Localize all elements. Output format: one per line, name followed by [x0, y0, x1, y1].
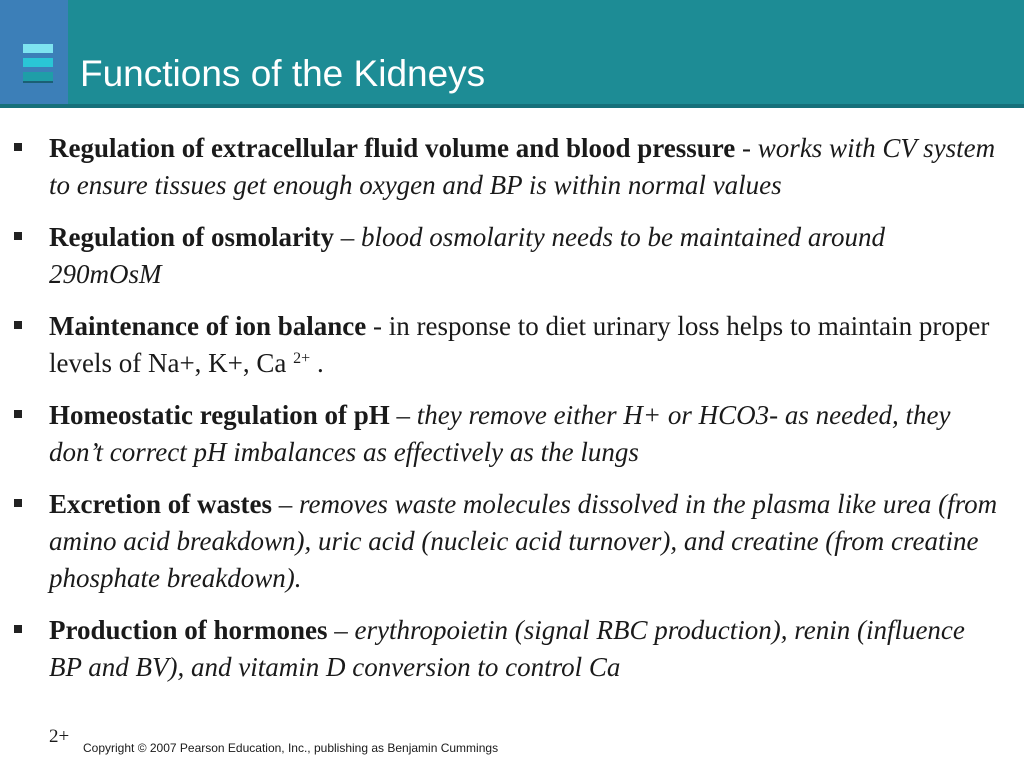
bullet-ph-regulation [0, 397, 999, 471]
header-divider [0, 104, 1024, 108]
bullet-heading: Regulation of extracellular fluid volume and blood pressure [49, 133, 736, 163]
logo-bar [23, 44, 53, 53]
bullet-marker-icon [14, 232, 22, 240]
bullet-heading: Excretion of wastes [49, 489, 272, 519]
bullet-heading: Production of hormones [49, 615, 328, 645]
bullet-heading: Homeostatic regulation of pH [49, 400, 390, 430]
bullet-list [0, 130, 1024, 701]
bullet-ion-balance [0, 308, 999, 382]
bullet-heading: Regulation of osmolarity [49, 222, 334, 252]
bullet-text: works with CV system to ensure tissues get enough oxygen and BP is within normal values [49, 133, 996, 200]
bullet-hormones [0, 612, 999, 686]
copyright-footer: Copyright © 2007 Pearson Education, Inc., publishing as Benjamin Cummings [83, 741, 499, 755]
hormones-superscript: 2+ [49, 726, 70, 747]
bullet-text: in response to diet urinary loss helps to maintain proper levels of Na+, K+, Ca [49, 311, 990, 378]
bullet-separator: – [389, 400, 417, 430]
bullet-text: removes waste molecules dissolved in the plasma like urea (from amino acid breakdown), uric acid (nucleic acid turnover), and creatine (from creatine phosphate breakdown). [49, 489, 998, 593]
bullet-separator: – [271, 489, 299, 519]
bullet-separator: - [735, 133, 758, 163]
bullet-marker-icon [14, 321, 22, 329]
bullet-osmolarity [0, 219, 999, 293]
bullet-text: they remove either H+ or HCO3- as needed, they don’t correct pH imbalances as effectively as the lungs [49, 400, 951, 467]
bullet-separator: – [333, 222, 361, 252]
bullet-marker-icon [14, 143, 22, 151]
bullet-excretion [0, 486, 999, 597]
bullet-text: erythropoietin (signal RBC production), renin (influence BP and BV), and vitamin D conversion to control Ca [49, 615, 965, 682]
bullet-marker-icon [14, 625, 22, 633]
bullet-tail: . [310, 348, 324, 378]
slide-title: Functions of the Kidneys [80, 53, 486, 94]
bullet-separator: - [366, 311, 389, 341]
bullet-extracellular-fluid [0, 130, 999, 204]
slide-logo-icon [0, 0, 68, 104]
bullet-heading: Maintenance of ion balance [49, 311, 367, 341]
logo-bar [23, 58, 53, 67]
logo-bar [23, 72, 53, 83]
slide-header [0, 0, 1024, 104]
bullet-marker-icon [14, 499, 22, 507]
bullet-text: blood osmolarity needs to be maintained around 290mOsM [49, 222, 885, 289]
bullet-superscript: 2+ [293, 350, 311, 367]
bullet-separator: – [327, 615, 355, 645]
bullet-marker-icon [14, 410, 22, 418]
